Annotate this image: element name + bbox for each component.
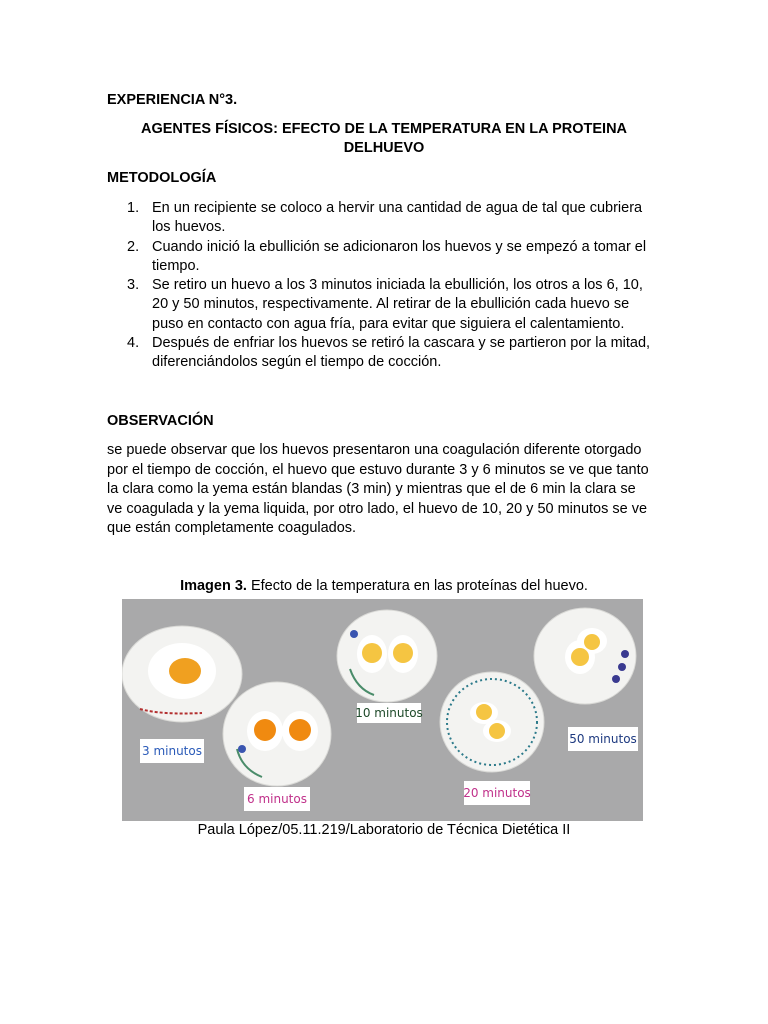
observation-line: por el tiempo de cocción, el huevo que estuvo durante 3 y 6 minutos se ve que tanto bbox=[107, 461, 649, 478]
egg-photo-illustration bbox=[122, 599, 643, 821]
list-item bbox=[107, 276, 667, 334]
methodology-heading: METODOLOGÍA bbox=[107, 170, 217, 186]
step-line: Se retiro un huevo a los 3 minutos iniciada la ebullición, los otros a los 6, 10, bbox=[152, 277, 643, 294]
observation-line: ve coagulada y la yema liquida, por otro lado, el huevo de 10, 20 y 50 minutos se ve bbox=[107, 500, 648, 517]
figure-footer: Paula López/05.11.219/Laboratorio de Técnica Dietética II bbox=[197, 822, 571, 838]
label-50-min-text: 50 minutos bbox=[569, 732, 637, 746]
list-item bbox=[107, 199, 667, 238]
label-20-min-text: 20 minutos bbox=[463, 786, 531, 800]
label-6-min-text: 6 minutos bbox=[247, 792, 307, 806]
label-3-min-text: 3 minutos bbox=[142, 744, 202, 758]
egg-photo bbox=[122, 599, 643, 821]
observation-line: que están completamente coagulados. bbox=[107, 520, 357, 536]
step-line: 20 y 50 minutos, respectivamente. Al retirar de la ebullición cada huevo se bbox=[152, 296, 630, 313]
step-number: 4. bbox=[127, 335, 140, 352]
label-20-min bbox=[463, 781, 531, 805]
label-10-min bbox=[355, 703, 423, 723]
label-10-min-text: 10 minutos bbox=[355, 706, 423, 720]
figure-caption bbox=[0, 578, 768, 594]
label-50-min bbox=[568, 727, 638, 751]
plate-6-min bbox=[223, 682, 331, 786]
list-item bbox=[107, 334, 667, 373]
observation-heading: OBSERVACIÓN bbox=[107, 413, 214, 429]
step-line: Cuando inició la ebullición se adicionaron los huevos y se empezó a tomar el bbox=[152, 238, 647, 255]
methodology-steps bbox=[107, 199, 667, 373]
plate-50-min bbox=[534, 608, 636, 704]
step-line: tiempo. bbox=[152, 257, 200, 274]
experience-title: EXPERIENCIA N°3. bbox=[107, 92, 238, 108]
plate-10-min bbox=[337, 610, 437, 702]
plate-20-min bbox=[440, 672, 544, 772]
label-3-min bbox=[140, 739, 204, 763]
caption-text: Efecto de la temperatura en las proteínas del huevo. bbox=[246, 578, 588, 594]
label-6-min bbox=[244, 787, 310, 811]
observation-paragraph bbox=[107, 441, 667, 539]
step-number: 3. bbox=[127, 277, 140, 294]
list-item bbox=[107, 238, 667, 277]
step-line: los huevos. bbox=[152, 219, 226, 236]
step-number: 2. bbox=[127, 238, 140, 255]
caption-label: Imagen 3. bbox=[180, 578, 247, 594]
observation-line: la clara como la yema están blandas (3 min) y mientras que el de 6 min la clara se bbox=[107, 481, 636, 497]
step-line: diferenciándolos según el tiempo de cocción. bbox=[152, 354, 442, 371]
observation-line: se puede observar que los huevos presentaron una coagulación diferente otorgado bbox=[107, 442, 642, 458]
step-number: 1. bbox=[127, 200, 140, 216]
main-title: AGENTES FÍSICOS: EFECTO DE LA TEMPERATURA EN LA PROTEINA DELHUEVO bbox=[140, 121, 628, 156]
step-line: En un recipiente se coloco a hervir una cantidad de agua de tal que cubriera bbox=[152, 200, 643, 216]
plate-3-min bbox=[122, 626, 242, 722]
step-line: Después de enfriar los huevos se retiró la cascara y se partieron por la mitad, bbox=[152, 335, 651, 352]
step-line: puso en contacto con agua fría, para evitar que siguiera el calentamiento. bbox=[152, 315, 625, 332]
